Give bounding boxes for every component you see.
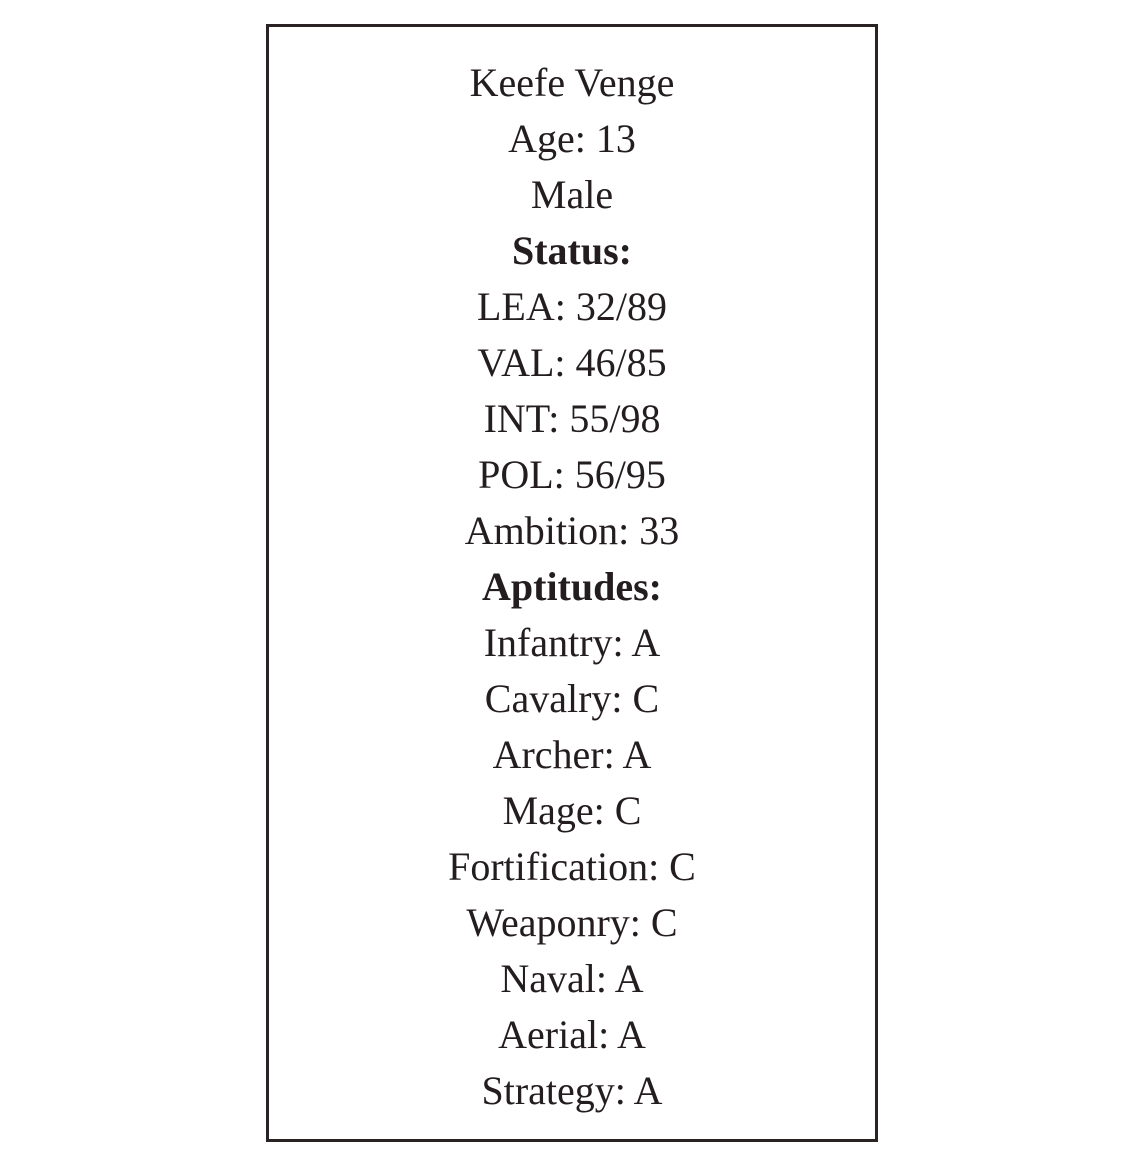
aptitude-weaponry: Weaponry: C bbox=[466, 900, 678, 945]
aptitude-infantry: Infantry: A bbox=[483, 620, 661, 665]
character-name: Keefe Venge bbox=[469, 60, 675, 105]
aptitude-aerial: Aerial: A bbox=[498, 1012, 646, 1057]
aptitude-cavalry: Cavalry: C bbox=[484, 676, 660, 721]
stat-ambition: Ambition: 33 bbox=[464, 508, 680, 553]
stat-int: INT: 55/98 bbox=[483, 396, 661, 441]
stat-val: VAL: 46/85 bbox=[477, 340, 667, 385]
aptitude-archer: Archer: A bbox=[492, 732, 652, 777]
stat-pol: POL: 56/95 bbox=[478, 452, 666, 497]
aptitudes-heading: Aptitudes: bbox=[481, 564, 663, 609]
aptitude-fortification: Fortification: C bbox=[448, 844, 696, 889]
status-heading: Status: bbox=[511, 228, 633, 273]
aptitude-strategy: Strategy: A bbox=[481, 1068, 663, 1113]
character-age: Age: 13 bbox=[508, 116, 636, 161]
stat-lea: LEA: 32/89 bbox=[477, 284, 667, 329]
character-stat-card bbox=[266, 24, 878, 1142]
character-gender: Male bbox=[530, 172, 614, 217]
aptitude-mage: Mage: C bbox=[502, 788, 642, 833]
aptitude-naval: Naval: A bbox=[500, 956, 644, 1001]
